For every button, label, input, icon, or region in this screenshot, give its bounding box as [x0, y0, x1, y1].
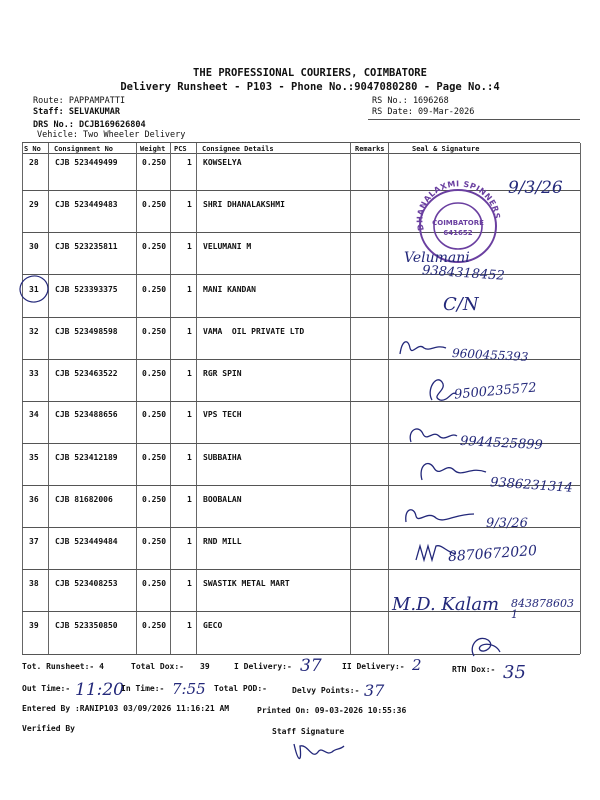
col-divider — [170, 143, 171, 654]
hand-date-row28: 9/3/26 — [508, 178, 563, 198]
circle-mark — [18, 272, 52, 306]
meta-rule — [368, 119, 580, 120]
row-consignment: CJB 523393375 — [55, 285, 118, 294]
row-consignment: CJB 523350850 — [55, 621, 118, 630]
row-consignment: CJB 523412189 — [55, 453, 118, 462]
row-sno: 28 — [29, 158, 39, 167]
row-consignment: CJB 523463522 — [55, 369, 118, 378]
col-header-sno: S No — [24, 145, 41, 153]
row-sno: 34 — [29, 410, 39, 419]
total-pod-label: Total POD:- — [214, 684, 267, 693]
row-rule — [22, 569, 580, 570]
stamp-city: COIMBATORE — [432, 219, 484, 227]
row-consignee: KOWSELYA — [203, 158, 242, 167]
hand-date-row36: 9/3/26 — [486, 516, 528, 531]
row-consignment: CJB 81682006 — [55, 495, 113, 504]
row-sno: 37 — [29, 537, 39, 546]
row-consignment: CJB 523449484 — [55, 537, 118, 546]
row-weight: 0.250 — [142, 200, 167, 209]
ii-delivery-value: 2 — [412, 656, 422, 674]
verified-by: Verified By — [22, 724, 75, 733]
row-consignee: VAMA OIL PRIVATE LTD — [203, 327, 305, 336]
row-pcs: 1 — [187, 453, 192, 462]
row-pcs: 1 — [187, 537, 192, 546]
rtn-dox-label: RTN Dox:- — [452, 665, 496, 674]
row-consignment: CJB 523235811 — [55, 242, 118, 251]
drs-number: DRS No.: DCJB169626804 — [33, 120, 146, 130]
row-sno: 35 — [29, 453, 39, 462]
row-consignment: CJB 523488656 — [55, 410, 118, 419]
row-rule — [22, 317, 580, 318]
row-rule — [22, 401, 580, 402]
row-consignee: VELUMANI M — [203, 242, 252, 251]
col-header-remarks: Remarks — [355, 145, 385, 153]
col-divider — [22, 143, 23, 654]
row-weight: 0.250 — [142, 537, 167, 546]
vehicle: Vehicle: Two Wheeler Delivery — [37, 130, 186, 140]
company-title: THE PROFESSIONAL COURIERS, COIMBATORE — [193, 67, 427, 79]
staff-signature — [288, 738, 348, 768]
row-weight: 0.250 — [142, 369, 167, 378]
hand-phone-row32: 9600455393 — [451, 346, 529, 364]
in-time-label: In Time:- — [121, 684, 165, 693]
row-pcs: 1 — [187, 285, 192, 294]
row-sno: 33 — [29, 369, 39, 378]
row-sno: 39 — [29, 621, 39, 630]
delvy-points-value: 37 — [364, 681, 385, 700]
signature-row36 — [400, 500, 480, 530]
row-pcs: 1 — [187, 621, 192, 630]
signature-row34 — [405, 420, 461, 450]
rs-number: RS No.: 1696268 — [372, 96, 449, 106]
i-delivery-label: I Delivery:- — [234, 662, 292, 671]
col-header-signature: Seal & Signature — [412, 145, 480, 153]
hand-note-row31: C/N — [443, 294, 479, 315]
ii-delivery-label: II Delivery:- — [342, 662, 405, 671]
signature-row32 — [396, 334, 456, 360]
delvy-points-label: Delvy Points:- — [292, 686, 360, 695]
col-divider — [580, 143, 581, 654]
row-consignee: SWASTIK METAL MART — [203, 579, 290, 588]
row-consignee: MANI KANDAN — [203, 285, 256, 294]
row-weight: 0.250 — [142, 242, 167, 251]
col-header-consignee: Consignee Details — [202, 145, 274, 153]
row-sno: 36 — [29, 495, 39, 504]
row-weight: 0.250 — [142, 410, 167, 419]
stamp-pin: 641652 — [443, 229, 473, 237]
col-divider — [388, 143, 389, 654]
rs-date: RS Date: 09-Mar-2026 — [372, 107, 475, 117]
table-top-rule — [22, 142, 580, 143]
hand-name-row38: M.D. Kalam — [392, 594, 500, 615]
row-consignee: GECO — [203, 621, 223, 630]
row-consignment: CJB 523449499 — [55, 158, 118, 167]
total-runsheet: Tot. Runsheet:- 4 — [22, 662, 104, 671]
hand-phone-row30: 9384318452 — [421, 263, 506, 284]
i-delivery-value: 37 — [300, 656, 322, 676]
col-divider — [136, 143, 137, 654]
row-pcs: 1 — [187, 158, 192, 167]
row-pcs: 1 — [187, 369, 192, 378]
total-dox-label: Total Dox:- — [131, 662, 184, 671]
hand-name-row30: Velumani — [404, 250, 470, 266]
hand-phone-row37: 8870672020 — [447, 542, 538, 566]
row-pcs: 1 — [187, 200, 192, 209]
row-pcs: 1 — [187, 242, 192, 251]
row-pcs: 1 — [187, 495, 192, 504]
row-consignment: CJB 523408253 — [55, 579, 118, 588]
out-time-label: Out Time:- — [22, 684, 71, 693]
total-dox-value: 39 — [200, 662, 210, 671]
row-pcs: 1 — [187, 579, 192, 588]
row-weight: 0.250 — [142, 327, 167, 336]
row-consignee: BOOBALAN — [203, 495, 242, 504]
row-consignee: SUBBAIHA — [203, 453, 242, 462]
runsheet-subtitle: Delivery Runsheet - P103 - Phone No.:9047080280 - Page No.:4 — [120, 81, 500, 93]
row-consignment: CJB 523449483 — [55, 200, 118, 209]
row-weight: 0.250 — [142, 453, 167, 462]
row-sno: 30 — [29, 242, 39, 251]
col-header-weight: Weight — [140, 145, 166, 153]
row-weight: 0.250 — [142, 495, 167, 504]
row-weight: 0.250 — [142, 158, 167, 167]
staff-signature-label: Staff Signature — [272, 727, 345, 736]
hand-phone-row34: 9944525899 — [459, 433, 544, 454]
row-weight: 0.250 — [142, 579, 167, 588]
hand-phone-row38: 8438786031 — [511, 597, 574, 621]
row-sno: 32 — [29, 327, 39, 336]
row-consignee: SHRI DHANALAKSHMI — [203, 200, 285, 209]
out-time-value: 11:20 — [75, 680, 124, 700]
row-consignee: RND MILL — [203, 537, 242, 546]
row-pcs: 1 — [187, 327, 192, 336]
route: Route: PAPPAMPATTI — [33, 96, 126, 106]
col-header-pcs: PCS — [174, 145, 187, 153]
hand-phone-row33: 9500235572 — [453, 380, 538, 403]
rtn-dox-value: 35 — [503, 662, 526, 683]
staff: Staff: SELVAKUMAR — [33, 107, 120, 117]
signature-row35 — [416, 454, 492, 490]
col-divider — [350, 143, 351, 654]
col-divider — [196, 143, 197, 654]
row-sno: 38 — [29, 579, 39, 588]
entered-by: Entered By :RANIP103 03/09/2026 11:16:21 AM — [22, 704, 230, 713]
col-divider — [48, 143, 49, 654]
in-time-value: 7:55 — [172, 680, 206, 698]
header-rule — [22, 153, 580, 154]
printed-on: Printed On: 09-03-2026 10:55:36 — [257, 706, 407, 715]
row-consignee: VPS TECH — [203, 410, 242, 419]
row-weight: 0.250 — [142, 285, 167, 294]
row-pcs: 1 — [187, 410, 192, 419]
col-header-consignment: Consignment No — [54, 145, 114, 153]
hand-phone-row35: 9386231314 — [489, 475, 574, 496]
stamp-outer-text: DHANALAXMI SPINNERS — [415, 179, 502, 232]
row-sno: 29 — [29, 200, 39, 209]
row-consignment: CJB 523498598 — [55, 327, 118, 336]
row-weight: 0.250 — [142, 621, 167, 630]
signature-row39 — [464, 630, 508, 664]
row-consignee: RGR SPIN — [203, 369, 242, 378]
row-sno: 31 — [29, 285, 39, 294]
